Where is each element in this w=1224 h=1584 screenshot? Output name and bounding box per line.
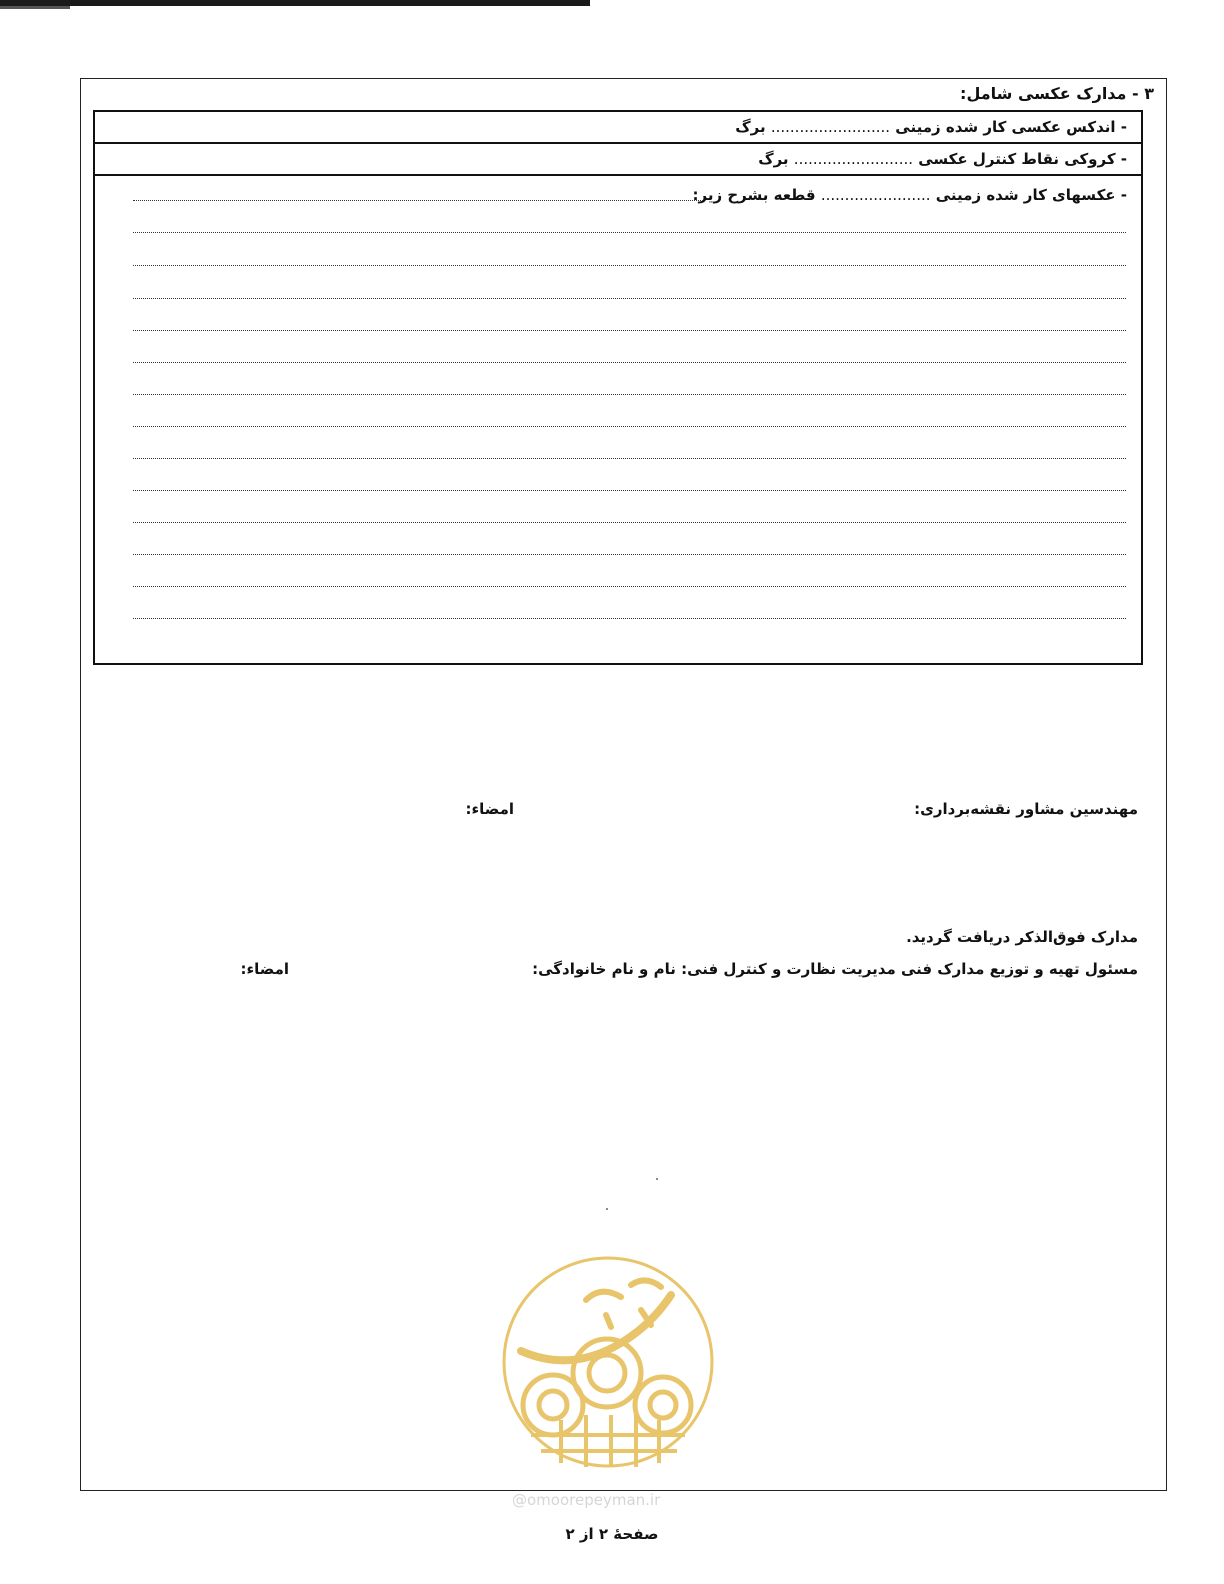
watermark-url: @omoorepeyman.ir <box>512 1491 661 1509</box>
index-label: - اندکس عکسی کار شده زمینی <box>895 118 1127 136</box>
photos-unit: قطعه بشرح زیر: <box>692 186 816 204</box>
received-statement: مدارک فوق‌الذکر دریافت گردید. <box>906 928 1138 946</box>
fill-line <box>133 522 1126 523</box>
fill-line <box>133 586 1126 587</box>
fill-line <box>133 362 1126 363</box>
fill-line <box>133 490 1126 491</box>
index-row-text <box>735 118 1127 136</box>
section-title: ۳ - مدارک عکسی شامل: <box>960 84 1154 103</box>
consultant-signature-label: امضاء: <box>465 800 514 818</box>
fill-line <box>133 394 1126 395</box>
fill-line <box>133 618 1126 619</box>
scan-edge-mark <box>0 0 590 6</box>
gear-hub <box>589 1355 625 1391</box>
stray-mark <box>606 1208 608 1210</box>
photos-fill-line <box>133 200 703 201</box>
croquis-unit: برگ <box>758 150 789 168</box>
croquis-dots: ......................... <box>793 150 913 168</box>
page-number: صفحهٔ ۲ از ۲ <box>565 1525 659 1543</box>
fill-line <box>133 298 1126 299</box>
gear-icons <box>523 1339 691 1435</box>
gear-hub <box>650 1392 676 1418</box>
gear-hub <box>539 1391 567 1419</box>
index-unit: برگ <box>735 118 766 136</box>
croquis-row <box>95 144 1141 176</box>
croquis-label: - کروکی نقاط کنترل عکسی <box>918 150 1127 168</box>
photos-row-text <box>693 186 1127 204</box>
photos-dots: ....................... <box>820 186 931 204</box>
scan-edge-mark-2 <box>0 6 70 9</box>
fill-line <box>133 458 1126 459</box>
fill-line <box>133 265 1126 266</box>
fill-line <box>133 330 1126 331</box>
watermark-seal <box>501 1255 715 1469</box>
seal-script <box>586 1280 661 1327</box>
fill-line <box>133 554 1126 555</box>
fill-line <box>133 232 1126 233</box>
croquis-row-text <box>758 150 1127 168</box>
seal-grid <box>531 1415 685 1467</box>
responsible-signature-label: امضاء: <box>240 960 289 978</box>
seal-script-swash <box>521 1295 671 1360</box>
gear-icon <box>635 1377 691 1433</box>
photo-documents-box <box>93 110 1143 665</box>
responsible-label: مسئول تهیه و توزیع مدارک فنی مدیریت نظارت و کنترل فنی: نام و نام خانوادگی: <box>532 960 1138 978</box>
index-dots: ......................... <box>770 118 891 136</box>
index-row <box>95 112 1141 144</box>
stray-mark <box>656 1178 658 1180</box>
photos-label: - عکسهای کار شده زمینی <box>935 186 1127 204</box>
consultant-label: مهندسین مشاور نقشه‌برداری: <box>914 800 1138 818</box>
fill-line <box>133 426 1126 427</box>
